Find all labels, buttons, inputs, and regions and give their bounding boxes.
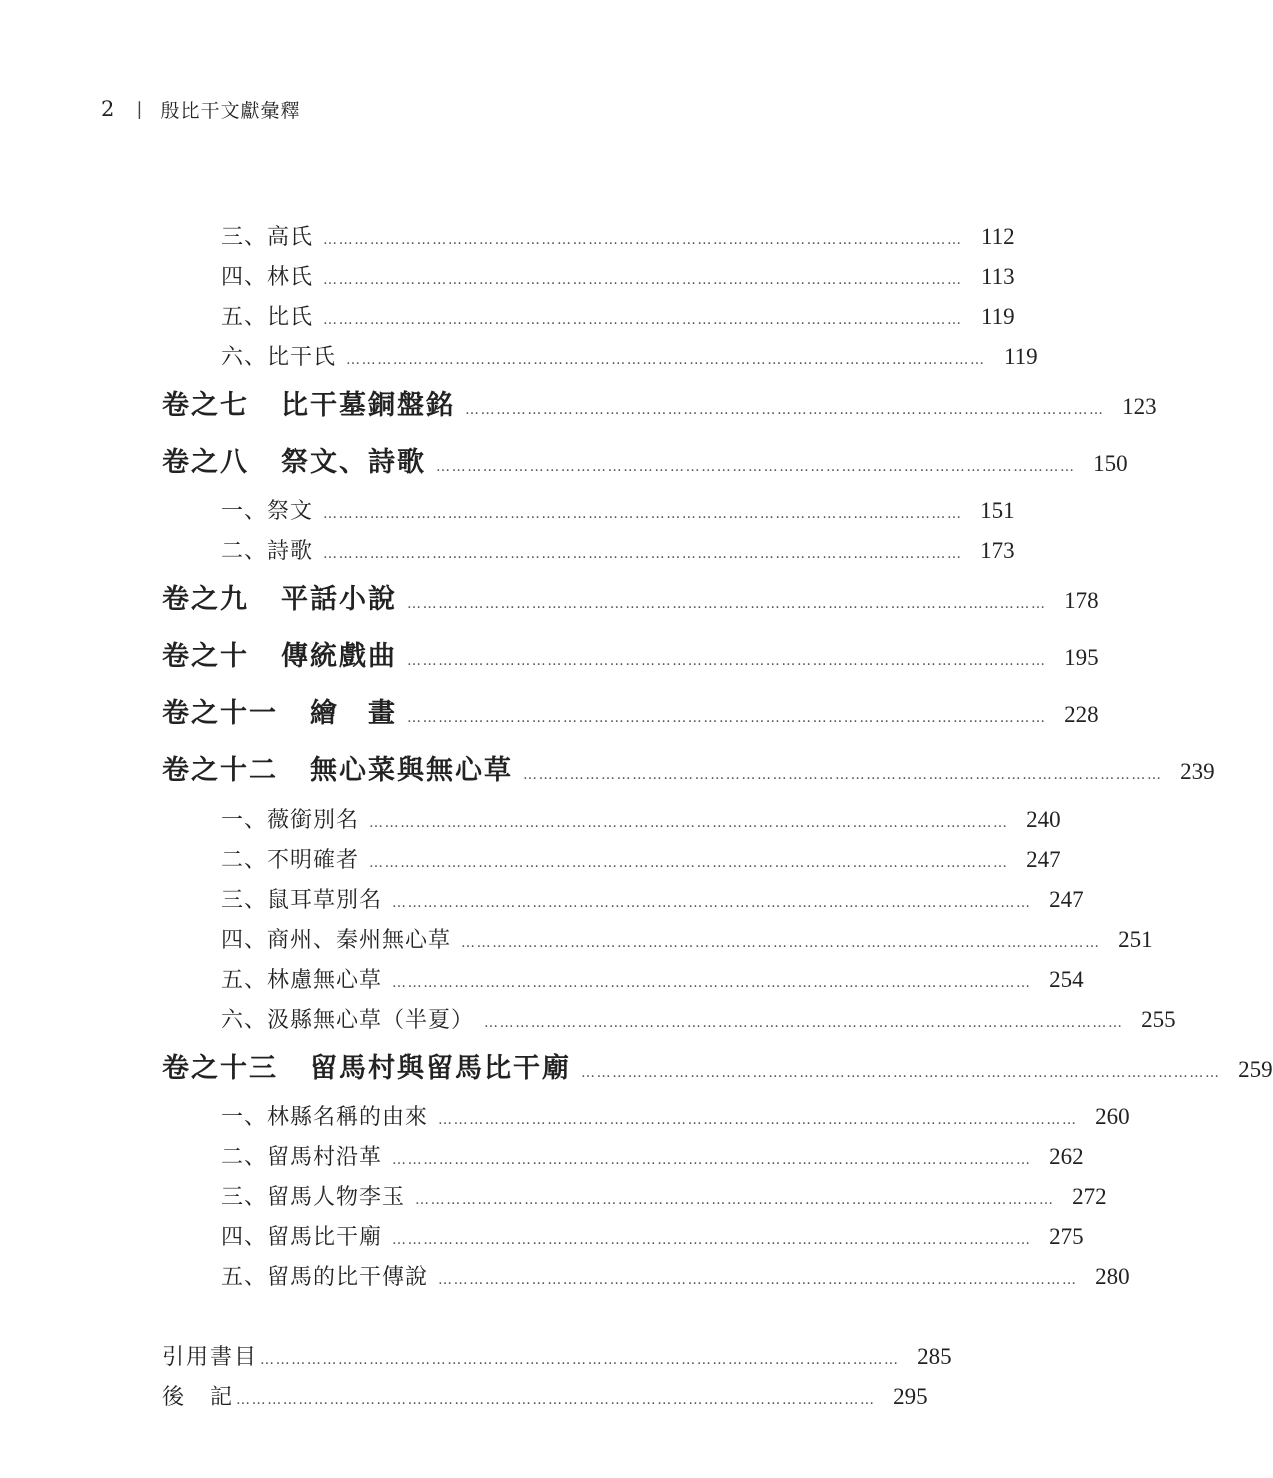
page-number: 2 — [101, 97, 115, 121]
toc-leader: …………………………………………………………………………………………………………… — [407, 596, 1047, 612]
toc-leader: …………………………………………………………………………………………………………… — [236, 1392, 876, 1408]
toc-leader: …………………………………………………………………………………………………………… — [465, 402, 1105, 418]
toc-leader: …………………………………………………………………………………………………………… — [369, 855, 1009, 871]
toc-volume-title: 比干墓銅盤銘 — [281, 390, 455, 421]
toc-entry-title: 三、高氏 — [221, 225, 314, 250]
toc-page-number: 119 — [980, 304, 1015, 329]
toc-page-number: 119 — [1003, 344, 1038, 369]
toc-leader: …………………………………………………………………………………………………………… — [436, 459, 1076, 475]
toc-leader: …………………………………………………………………………………………………………… — [438, 1112, 1078, 1128]
toc-page-number: 262 — [1049, 1144, 1084, 1169]
toc-entry[interactable] — [221, 1140, 1084, 1174]
toc-entry-title: 五、比氏 — [221, 305, 314, 330]
toc-entry[interactable] — [221, 340, 1038, 374]
toc-volume-entry[interactable] — [162, 691, 1099, 731]
toc-volume-title: 祭文、詩歌 — [281, 447, 426, 478]
toc-entry[interactable] — [221, 260, 1015, 294]
toc-page-number: 275 — [1049, 1224, 1084, 1249]
toc-entry-title: 四、留馬比干廟 — [221, 1225, 383, 1250]
toc-page-number: 272 — [1072, 1184, 1107, 1209]
toc-entry[interactable] — [221, 300, 1015, 334]
toc-leader: …………………………………………………………………………………………………………… — [323, 506, 963, 522]
toc-volume-title: 無心菜與無心草 — [310, 755, 513, 786]
toc-page-number: 240 — [1026, 807, 1061, 832]
toc-entry[interactable] — [221, 220, 1015, 254]
toc-leader: …………………………………………………………………………………………………………… — [484, 1015, 1124, 1031]
toc-entry-title: 二、留馬村沿革 — [221, 1145, 383, 1170]
toc-entry[interactable] — [221, 534, 1015, 568]
toc-leader: …………………………………………………………………………………………………………… — [581, 1065, 1221, 1081]
toc-volume-entry[interactable] — [162, 440, 1128, 480]
toc-entry-title: 六、比干氏 — [221, 345, 337, 370]
toc-volume-number: 卷之十 — [162, 641, 249, 672]
toc-leader: …………………………………………………………………………………………………………… — [407, 653, 1047, 669]
toc-leader: …………………………………………………………………………………………………………… — [438, 1272, 1078, 1288]
toc-page-number: 285 — [917, 1344, 952, 1369]
toc-entry-title: 二、詩歌 — [221, 539, 314, 564]
toc-page-number: 255 — [1141, 1007, 1176, 1032]
toc-leader: …………………………………………………………………………………………………………… — [461, 935, 1101, 951]
toc-volume-title: 留馬村與留馬比干廟 — [310, 1053, 571, 1084]
toc-entry-title: 引用書目 — [162, 1345, 259, 1370]
toc-volume-title: 傳統戲曲 — [281, 641, 397, 672]
toc-page-number: 228 — [1064, 702, 1099, 727]
toc-leader: …………………………………………………………………………………………………………… — [323, 232, 963, 248]
toc-volume-number: 卷之九 — [162, 584, 249, 615]
toc-entry-title: 二、不明確者 — [221, 848, 360, 873]
toc-page-number: 113 — [980, 264, 1015, 289]
toc-entry-title: 五、留馬的比干傳說 — [221, 1265, 429, 1290]
toc-entry-title: 四、商州、秦州無心草 — [221, 928, 452, 953]
toc-page-number: 151 — [980, 498, 1015, 523]
toc-volume-number: 卷之七 — [162, 390, 249, 421]
toc-page-number: 112 — [980, 224, 1015, 249]
toc-leader: …………………………………………………………………………………………………………… — [407, 710, 1047, 726]
toc-volume-entry[interactable] — [162, 748, 1215, 788]
toc-entry[interactable] — [221, 1100, 1130, 1134]
toc-leader: …………………………………………………………………………………………………………… — [392, 1152, 1032, 1168]
toc-entry-title: 三、鼠耳草別名 — [221, 888, 383, 913]
toc-page-number: 251 — [1118, 927, 1153, 952]
toc-entry[interactable] — [221, 494, 1015, 528]
toc-volume-entry[interactable] — [162, 577, 1099, 617]
toc-leader: …………………………………………………………………………………………………………… — [369, 815, 1009, 831]
toc-volume-entry[interactable] — [162, 383, 1157, 423]
toc-page-number: 239 — [1180, 759, 1215, 784]
toc-entry[interactable] — [221, 963, 1084, 997]
toc-page-number: 247 — [1026, 847, 1061, 872]
toc-leader: …………………………………………………………………………………………………………… — [346, 352, 986, 368]
toc-volume-entry[interactable] — [162, 634, 1099, 674]
toc-leader: …………………………………………………………………………………………………………… — [260, 1352, 900, 1368]
toc-page-number: 259 — [1238, 1057, 1273, 1082]
toc-page-number: 173 — [980, 538, 1015, 563]
toc-entry-title: 後 記 — [162, 1385, 235, 1410]
toc-page-number: 260 — [1095, 1104, 1130, 1129]
toc-volume-number: 卷之十三 — [162, 1053, 278, 1084]
toc-entry[interactable] — [221, 1003, 1176, 1037]
toc-leader: …………………………………………………………………………………………………………… — [415, 1192, 1055, 1208]
toc-leader: …………………………………………………………………………………………………………… — [323, 272, 963, 288]
toc-volume-number: 卷之十一 — [162, 698, 278, 729]
toc-page-number: 280 — [1095, 1264, 1130, 1289]
toc-leader: …………………………………………………………………………………………………………… — [323, 312, 963, 328]
running-header — [101, 94, 300, 124]
toc-entry-title: 一、薇銜別名 — [221, 808, 360, 833]
toc-leader: …………………………………………………………………………………………………………… — [323, 546, 963, 562]
toc-entry[interactable] — [221, 803, 1061, 837]
toc-volume-title: 繪 畫 — [310, 698, 397, 729]
book-title: 殷比干文獻彙釋 — [160, 99, 301, 122]
toc-page-number: 150 — [1093, 451, 1128, 476]
toc-leader: …………………………………………………………………………………………………………… — [523, 767, 1163, 783]
toc-entry-title: 五、林慮無心草 — [221, 968, 383, 993]
toc-entry[interactable] — [221, 1260, 1130, 1294]
toc-page-number: 195 — [1064, 645, 1099, 670]
header-separator: | — [136, 98, 143, 120]
toc-entry-title: 三、留馬人物李玉 — [221, 1185, 406, 1210]
toc-volume-number: 卷之十二 — [162, 755, 278, 786]
toc-entry[interactable] — [221, 923, 1153, 957]
toc-entry-title: 一、林縣名稱的由來 — [221, 1105, 429, 1130]
toc-volume-number: 卷之八 — [162, 447, 249, 478]
toc-leader: …………………………………………………………………………………………………………… — [392, 895, 1032, 911]
toc-leader: …………………………………………………………………………………………………………… — [392, 1232, 1032, 1248]
toc-page-number: 178 — [1064, 588, 1099, 613]
toc-entry[interactable] — [221, 1220, 1084, 1254]
toc-entry-bibliography[interactable] — [162, 1340, 952, 1374]
toc-entry-title: 六、汲縣無心草（半夏） — [221, 1008, 475, 1033]
toc-page-number: 247 — [1049, 887, 1084, 912]
toc-volume-entry[interactable] — [162, 1046, 1273, 1086]
toc-page-number: 254 — [1049, 967, 1084, 992]
toc-volume-title: 平話小說 — [281, 584, 397, 615]
toc-entry[interactable] — [221, 1180, 1107, 1214]
toc-entry[interactable] — [221, 883, 1084, 917]
toc-entry-title: 四、林氏 — [221, 265, 314, 290]
toc-entry[interactable] — [221, 843, 1061, 877]
toc-page-number: 295 — [893, 1384, 928, 1409]
toc-page-number: 123 — [1122, 394, 1157, 419]
toc-leader: …………………………………………………………………………………………………………… — [392, 975, 1032, 991]
toc-entry-afterword[interactable] — [162, 1380, 928, 1414]
toc-entry-title: 一、祭文 — [221, 499, 314, 524]
